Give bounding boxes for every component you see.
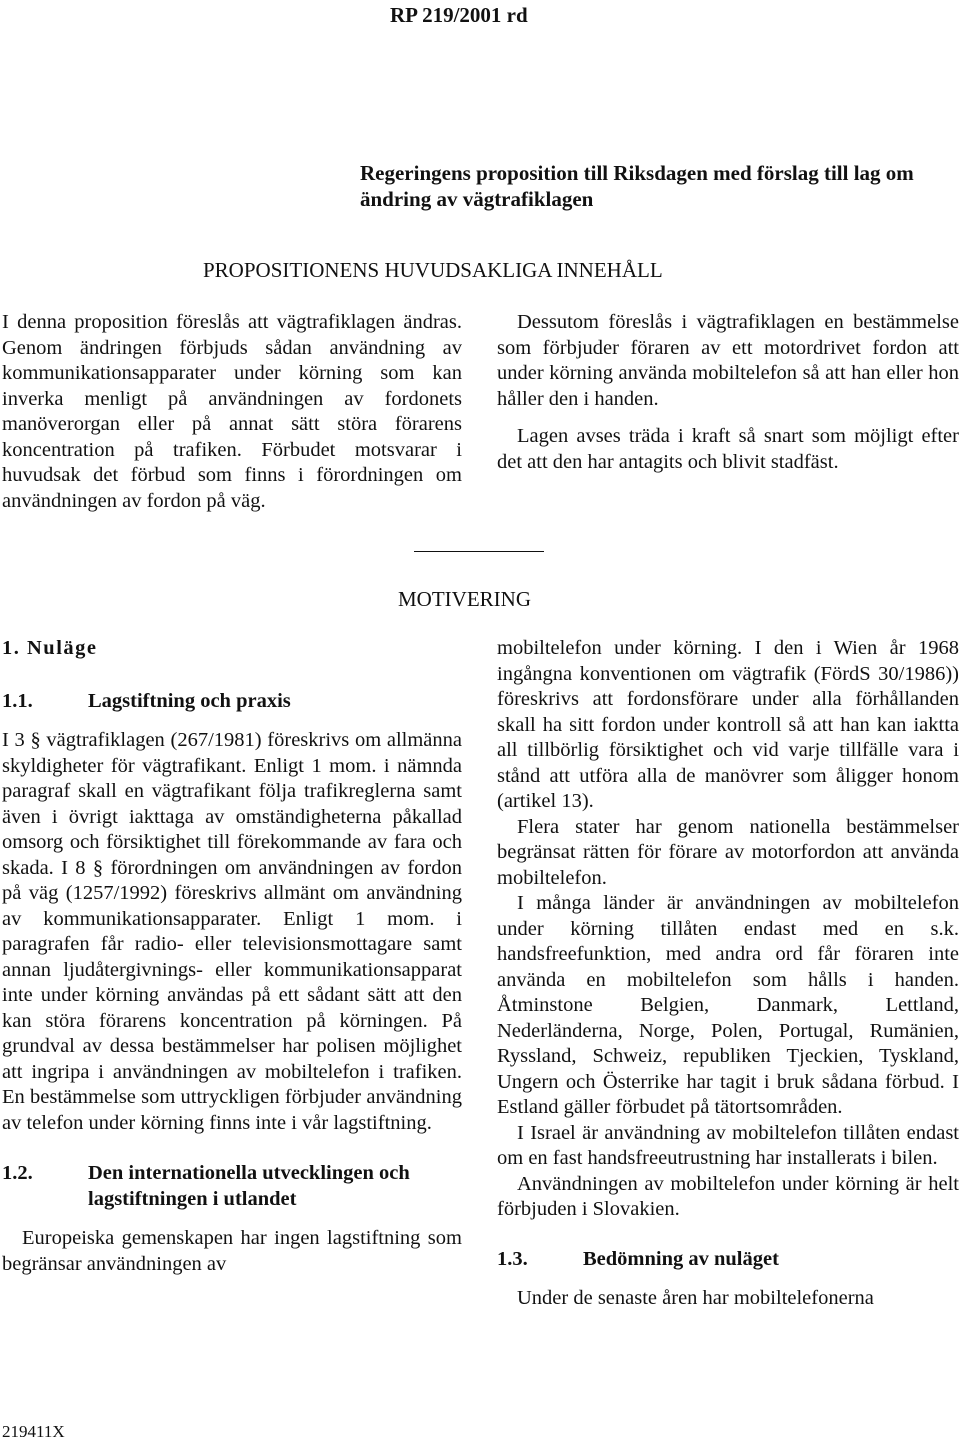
section-divider (414, 551, 544, 552)
section-heading-1-1 (2, 689, 462, 715)
motivering-heading: MOTIVERING (398, 587, 531, 611)
section-number: 1.2. (2, 1162, 33, 1184)
body-paragraph: Flera stater har genom nationella bestämmelser begränsat rätten för förare av motorfordon att använda mobiltelefon. (497, 815, 959, 889)
section-heading-1 (2, 636, 462, 662)
document-title: Regeringens proposition till Riksdagen med förslag till lag om ändring av vägtrafiklagen (360, 161, 914, 211)
body-paragraph: I många länder är användningen av mobiltelefon under körning tillåten endast med en s.k. handsfreefunktion, med andra ord får föraren inte använda en mobiltelefon som hålls i handen. Åtminstone Belgien, Danmark, Lettland, Nederländerna, Norge, Polen, Portugal, Rumänien, Ryssland, Schweiz, republiken Tjeckien, Tyskland, Ungern och Österrike har tagit i bruk sådana förbud. I Estland gäller förbudet på tätortsområden. (497, 892, 959, 1118)
section-number: 1.1. (2, 689, 33, 712)
body-paragraph: Europeiska gemenskapen har ingen lagstiftning som begränsar användningen av (2, 1227, 462, 1275)
summary-right-column (497, 310, 959, 475)
section-number: 1.3. (497, 1247, 528, 1270)
motivering-left-column (2, 636, 462, 1277)
summary-left-column (2, 310, 462, 514)
section-heading-1-2 (2, 1161, 462, 1212)
body-paragraph: I Israel är användning av mobiltelefon tillåten endast om en fast handsfreeutrustning har installerats i bilen. (497, 1121, 959, 1169)
body-paragraph: Användningen av mobiltelefon under körning är helt förbjuden i Slovakien. (497, 1172, 959, 1220)
section-title: Den internationella utvecklingen och lagstiftningen i utlandet (88, 1162, 410, 1210)
summary-paragraph: Dessutom föreslås i vägtrafiklagen en bestämmelse som förbjuder föraren av ett motordrivet fordon att under körning använda mobiltelefon så att han eller hon håller den i handen. (497, 311, 959, 410)
body-paragraph: mobiltelefon under körning. I den i Wien år 1968 ingångna konventionen om vägtrafik (FördS 30/1986)) föreskrivs att fordonsförare under alla förhållanden skall ha sitt fordon under kontroll så att han kan iaktta all tillbörlig försiktighet och vid varje tillfälle vara i stånd att utföra alla de manövrer som åligger honom (artikel 13). (497, 637, 959, 812)
section-number: 1. (2, 637, 21, 659)
motivering-right-column (497, 636, 959, 1312)
summary-heading: PROPOSITIONENS HUVUDSAKLIGA INNEHÅLL (203, 258, 663, 282)
summary-paragraph: Lagen avses träda i kraft så snart som möjligt efter det att den har antagits och blivit stadfäst. (497, 425, 959, 473)
summary-paragraph: I denna proposition föreslås att vägtrafiklagen ändras. Genom ändringen förbjuds sådan användning av kommunikationsapparater under körning som kan inverka menligt på användningen av fordonets manöverorgan eller på annat sätt störa förarens koncentration på trafiken. Förbudet motsvarar i huvudsak det förbud som finns i förordningen om användningen av fordon på väg. (2, 311, 462, 512)
section-title: Bedömning av nuläget (583, 1247, 779, 1270)
section-title: Nuläge (27, 637, 98, 659)
document-id: RP 219/2001 rd (390, 3, 528, 27)
section-title: Lagstiftning och praxis (88, 689, 291, 712)
body-paragraph: I 3 § vägtrafiklagen (267/1981) föreskrivs om allmänna skyldigheter för vägtrafikant. Enligt 1 mom. i nämnda paragraf skall en vägtrafikant följa trafikreglerna samt även i övrigt iakttaga av omständigheterna påkallad omsorg och försiktighet till förekommande av fara och skada. I 8 § förordningen om användningen av fordon på väg (1257/1992) föreskrivs allmänt om användning av kommunikationsapparater. Enligt 1 mom. i paragrafen får radio- eller televisionsmottagare samt annan ljudåtergivnings- eller kommunikationsapparat inte under körning användas på ett sådant sätt att den kan störa förarens koncentration på körningen. På grundval av dessa bestämmelser har polisen möjlighet att ingripa i användningen av mobiltelefon i trafiken. En bestämmelse som uttryckligen förbjuder användning av telefon under körning finns inte i vår lagstiftning. (2, 729, 462, 1134)
body-paragraph: Under de senaste åren har mobiltelefonerna (517, 1287, 874, 1309)
document-code: 219411X (2, 1422, 65, 1441)
section-heading-1-3 (497, 1247, 959, 1273)
